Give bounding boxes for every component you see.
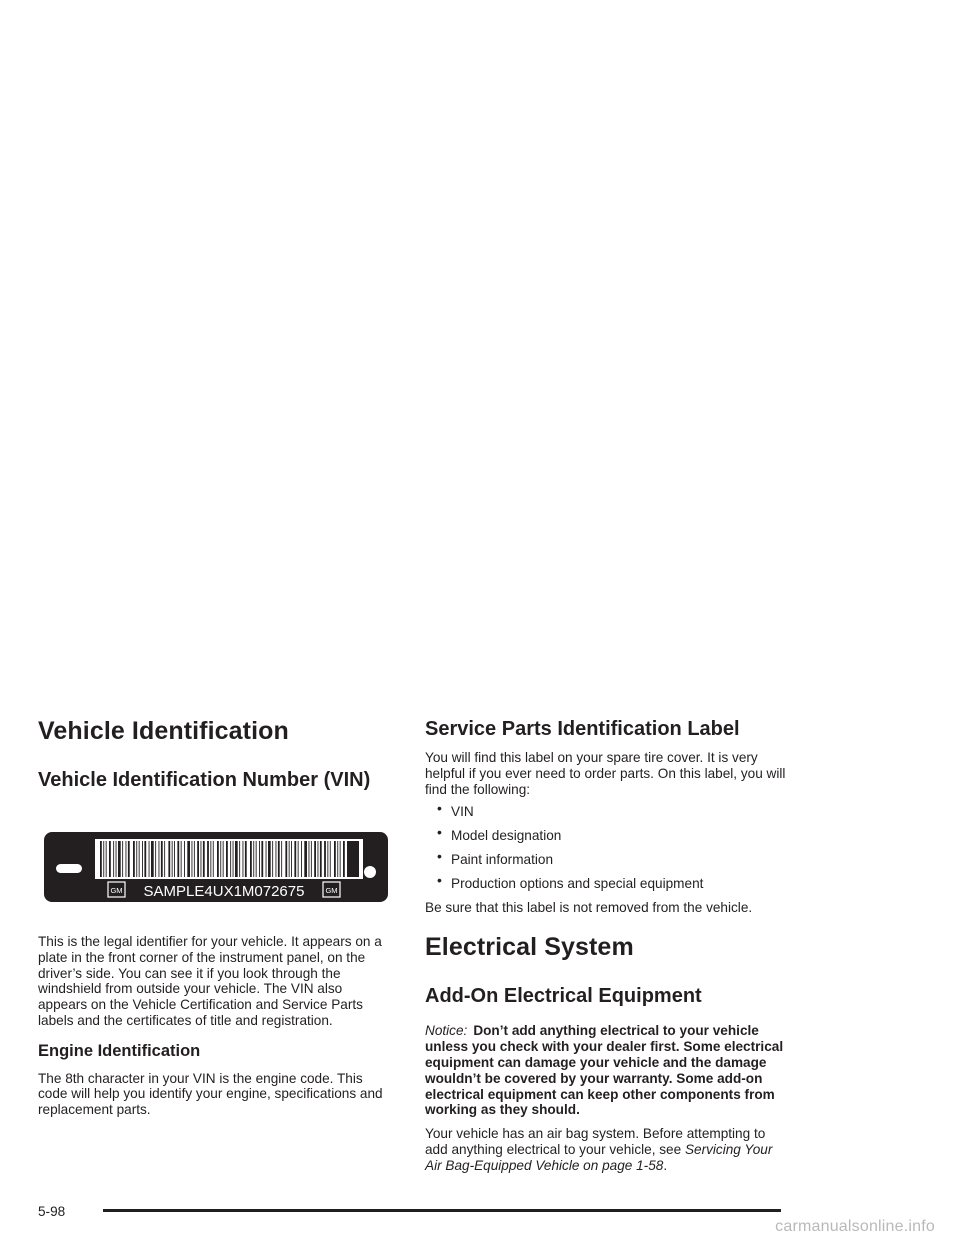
barcode-bar (133, 841, 135, 877)
barcode-bar (256, 841, 257, 877)
barcode-bar (122, 841, 123, 877)
barcode-bar (259, 841, 260, 877)
barcode-end-block (347, 841, 359, 877)
plate-slot-left (56, 864, 82, 873)
barcode-bar (301, 841, 302, 877)
barcode-bar (103, 841, 104, 877)
barcode-bar (126, 841, 127, 877)
barcode-bar (268, 841, 271, 877)
barcode-bar (187, 841, 190, 877)
barcode-bar (159, 841, 160, 877)
barcode-bar (116, 841, 117, 877)
barcode-bar (278, 841, 280, 877)
bullet-icon: • (437, 800, 442, 817)
vin-plate-illustration (44, 832, 394, 907)
barcode-bar (272, 841, 273, 877)
notice-text: Don’t add anything electrical to your vehicle unless you check with your dealer first. Some electrical equipment can damage your vehicle and the damage wouldn’t be covered by your warranty. Some add-on electrical equipment can keep other components from working as they should. (425, 1023, 784, 1118)
barcode-bar (136, 841, 137, 877)
barcode-bar (155, 841, 156, 877)
barcode-bar (144, 841, 146, 877)
barcode-bar (294, 841, 296, 877)
service-parts-paragraph: You will find this label on your spare tire cover. It is very helpful if you ever need to order parts. On this label, you will find the following: (425, 750, 786, 797)
airbag-paragraph: Your vehicle has an air bag system. Before attempting to add anything electrical to your vehicle, see Servicing Your Air Bag-Equipped Vehicle on page 1-58. (425, 1126, 773, 1173)
gm-logo-right-text: GM (325, 886, 338, 895)
notice-label: Notice: (425, 1023, 468, 1039)
barcode-bar (161, 841, 163, 877)
barcode-bar (106, 841, 107, 877)
barcode-bar (220, 841, 221, 877)
barcode-bar (113, 841, 114, 877)
barcode-bar (245, 841, 247, 877)
list-item: • Paint information (437, 847, 554, 867)
barcode-bar (207, 841, 209, 877)
barcode-bar (298, 841, 299, 877)
barcode-bar (235, 841, 238, 877)
service-parts-list (437, 800, 787, 891)
heading-vin: Vehicle Identification Number (VIN) (38, 769, 371, 791)
list-item: • Production options and special equipment (437, 871, 704, 891)
barcode-bar (194, 841, 195, 877)
barcode-bar (343, 841, 345, 877)
page-number: 5-98 (38, 1204, 66, 1219)
barcode-bar (230, 841, 231, 877)
barcode-bar (223, 841, 224, 877)
barcode-bar (203, 841, 205, 877)
barcode-bar (266, 841, 267, 877)
barcode-bar (330, 841, 331, 877)
barcode-bar (309, 841, 310, 877)
heading-service-parts-label: Service Parts Identification Label (425, 718, 740, 740)
barcode-bar (217, 841, 219, 877)
barcode-bar (139, 841, 140, 877)
barcode-bar (164, 841, 165, 877)
bullet-icon: • (437, 824, 442, 841)
notice-block (425, 1023, 787, 1118)
heading-add-on-equipment: Add-On Electrical Equipment (425, 985, 702, 1008)
barcode-bar (128, 841, 130, 877)
barcode-bar (172, 841, 173, 877)
barcode-bar (168, 841, 170, 877)
barcode-bar (340, 841, 341, 877)
gm-logo-left-text: GM (110, 886, 123, 895)
barcode-bar (142, 841, 143, 877)
section-title-electrical-system: Electrical System (425, 933, 634, 962)
footer-rule (103, 1209, 781, 1212)
barcode-bar (233, 841, 234, 877)
barcode-background (95, 839, 363, 879)
barcode-bar (327, 841, 328, 877)
right-column (425, 712, 787, 1174)
watermark-text: carmanualsonline.info (775, 1218, 935, 1235)
bullet-icon: • (437, 871, 442, 888)
barcode-bar (320, 841, 322, 877)
barcode-bar (250, 841, 252, 877)
barcode-bar (213, 841, 214, 877)
barcode-bar (181, 841, 182, 877)
barcode-bar (184, 841, 185, 877)
service-parts-warning: Be sure that this label is not removed from the vehicle. (425, 899, 753, 915)
barcode-bar (177, 841, 179, 877)
barcode-bar (118, 841, 121, 877)
barcode-bar (314, 841, 316, 877)
left-column (38, 712, 394, 1118)
barcode-bar (276, 841, 277, 877)
list-item: • VIN (437, 800, 474, 820)
barcode-bar (149, 841, 150, 877)
barcode-bar (281, 841, 282, 877)
barcode-bar (109, 841, 111, 877)
barcode-bar (311, 841, 312, 877)
barcode-bar (324, 841, 326, 877)
barcode-bar (304, 841, 307, 877)
barcode-bar (334, 841, 336, 877)
barcode-bar (192, 841, 193, 877)
airbag-reference-link[interactable]: Servicing Your Air Bag-Equipped Vehicle on page 1-58 (425, 1141, 773, 1173)
list-item: • Model designation (437, 824, 562, 844)
barcode-bar (289, 841, 290, 877)
barcode-bar (197, 841, 199, 877)
vin-plate-svg (44, 832, 388, 902)
barcode-bar (201, 841, 202, 877)
barcode-bar (151, 841, 154, 877)
bullet-icon: • (437, 847, 442, 864)
barcode-bar (174, 841, 175, 877)
barcode-bar (337, 841, 338, 877)
heading-engine-identification: Engine Identification (38, 1041, 201, 1060)
barcode-bar (100, 841, 102, 877)
barcode-bar (261, 841, 263, 877)
barcode-bar (318, 841, 319, 877)
engine-paragraph: The 8th character in your VIN is the engine code. This code will help you identify your engine, specifications and replacement parts. (38, 1070, 383, 1118)
barcode-bar (285, 841, 287, 877)
barcode-bar (243, 841, 244, 877)
barcode-bar (253, 841, 254, 877)
section-title-vehicle-identification: Vehicle Identification (38, 717, 289, 745)
barcode-bar (210, 841, 211, 877)
barcode-bar (291, 841, 292, 877)
barcode-bar (226, 841, 228, 877)
vin-sample-text: SAMPLE4UX1M072675 (143, 883, 305, 900)
barcode-bar (239, 841, 240, 877)
vin-paragraph: This is the legal identifier for your vehicle. It appears on a plate in the front corner of the instrument panel, on the driver’s side. You can see it if you look through the windshield from outside your vehicle. The VIN also appears on the Vehicle Certification and Service Parts labels and the certificates of title and registration. (38, 934, 382, 1028)
plate-rivet-right (364, 866, 376, 878)
